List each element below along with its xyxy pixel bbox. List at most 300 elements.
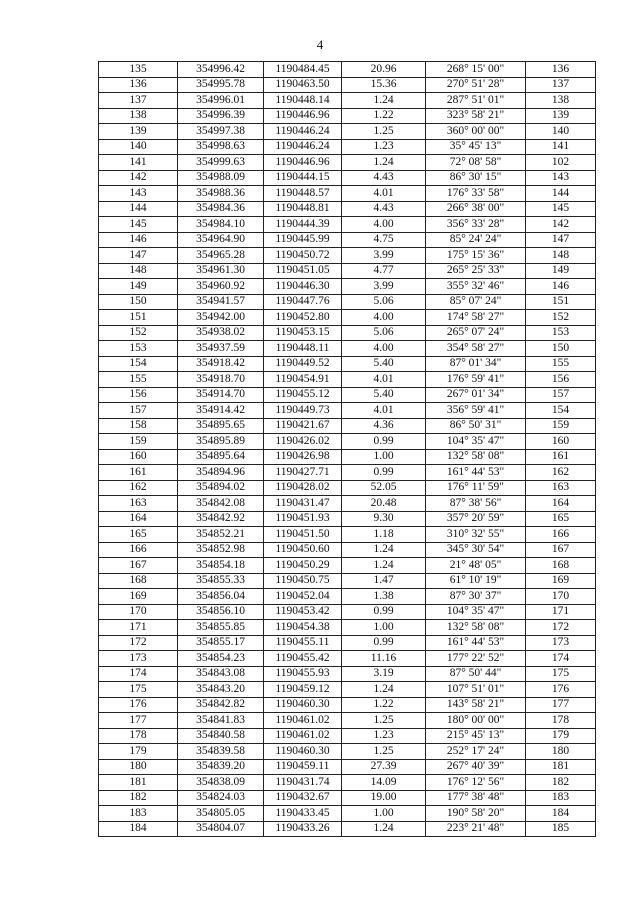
next-point-number-cell: 171	[526, 604, 596, 620]
y-coordinate-cell: 1190460.30	[264, 697, 342, 713]
table-row	[99, 93, 596, 109]
point-number-cell: 163	[99, 496, 178, 512]
next-point-number-cell: 138	[526, 93, 596, 109]
x-coordinate-cell: 354988.36	[178, 186, 264, 202]
bearing-cell: 107° 51' 01"	[426, 682, 526, 698]
table-row	[99, 527, 596, 543]
bearing-cell: 175° 15' 36"	[426, 248, 526, 264]
point-number-cell: 165	[99, 527, 178, 543]
point-number-cell: 138	[99, 108, 178, 124]
bearing-cell: 87° 38' 56"	[426, 496, 526, 512]
x-coordinate-cell: 354995.78	[178, 77, 264, 93]
table-row	[99, 108, 596, 124]
next-point-number-cell: 142	[526, 217, 596, 233]
x-coordinate-cell: 354843.20	[178, 682, 264, 698]
point-number-cell: 145	[99, 217, 178, 233]
x-coordinate-cell: 354840.58	[178, 728, 264, 744]
x-coordinate-cell: 354854.23	[178, 651, 264, 667]
next-point-number-cell: 183	[526, 790, 596, 806]
table-row	[99, 124, 596, 140]
y-coordinate-cell: 1190451.50	[264, 527, 342, 543]
y-coordinate-cell: 1190455.42	[264, 651, 342, 667]
bearing-cell: 287° 51' 01"	[426, 93, 526, 109]
point-number-cell: 175	[99, 682, 178, 698]
bearing-cell: 174° 58' 27"	[426, 310, 526, 326]
table-row	[99, 496, 596, 512]
table-row	[99, 542, 596, 558]
x-coordinate-cell: 354838.09	[178, 775, 264, 791]
x-coordinate-cell: 354998.63	[178, 139, 264, 155]
point-number-cell: 182	[99, 790, 178, 806]
point-number-cell: 167	[99, 558, 178, 574]
distance-cell: 1.24	[342, 155, 426, 171]
x-coordinate-cell: 354961.30	[178, 263, 264, 279]
x-coordinate-cell: 354942.00	[178, 310, 264, 326]
distance-cell: 1.24	[342, 821, 426, 837]
next-point-number-cell: 148	[526, 248, 596, 264]
bearing-cell: 87° 30' 37"	[426, 589, 526, 605]
y-coordinate-cell: 1190453.15	[264, 325, 342, 341]
page-number: 4	[316, 37, 324, 52]
x-coordinate-cell: 354895.65	[178, 418, 264, 434]
x-coordinate-cell: 354894.96	[178, 465, 264, 481]
y-coordinate-cell: 1190451.05	[264, 263, 342, 279]
point-number-cell: 146	[99, 232, 178, 248]
distance-cell: 19.00	[342, 790, 426, 806]
point-number-cell: 144	[99, 201, 178, 217]
x-coordinate-cell: 354855.17	[178, 635, 264, 651]
bearing-cell: 357° 20' 59"	[426, 511, 526, 527]
table-row	[99, 558, 596, 574]
bearing-cell: 104° 35' 47"	[426, 434, 526, 450]
distance-cell: 27.39	[342, 759, 426, 775]
table-row	[99, 263, 596, 279]
y-coordinate-cell: 1190445.99	[264, 232, 342, 248]
next-point-number-cell: 178	[526, 713, 596, 729]
table-row	[99, 201, 596, 217]
y-coordinate-cell: 1190454.91	[264, 372, 342, 388]
point-number-cell: 141	[99, 155, 178, 171]
next-point-number-cell: 157	[526, 387, 596, 403]
x-coordinate-cell: 354937.59	[178, 341, 264, 357]
distance-cell: 4.36	[342, 418, 426, 434]
y-coordinate-cell: 1190421.67	[264, 418, 342, 434]
distance-cell: 4.01	[342, 372, 426, 388]
bearing-cell: 132° 58' 08"	[426, 620, 526, 636]
next-point-number-cell: 173	[526, 635, 596, 651]
next-point-number-cell: 185	[526, 821, 596, 837]
table-row	[99, 790, 596, 806]
x-coordinate-cell: 354965.28	[178, 248, 264, 264]
x-coordinate-cell: 354842.92	[178, 511, 264, 527]
table-row	[99, 279, 596, 295]
bearing-cell: 176° 59' 41"	[426, 372, 526, 388]
next-point-number-cell: 143	[526, 170, 596, 186]
next-point-number-cell: 164	[526, 496, 596, 512]
bearing-cell: 360° 00' 00"	[426, 124, 526, 140]
bearing-cell: 190° 58' 20"	[426, 806, 526, 822]
y-coordinate-cell: 1190446.96	[264, 155, 342, 171]
distance-cell: 4.01	[342, 186, 426, 202]
distance-cell: 4.43	[342, 201, 426, 217]
y-coordinate-cell: 1190452.80	[264, 310, 342, 326]
x-coordinate-cell: 354984.36	[178, 201, 264, 217]
y-coordinate-cell: 1190427.71	[264, 465, 342, 481]
bearing-cell: 21° 48' 05"	[426, 558, 526, 574]
y-coordinate-cell: 1190461.02	[264, 713, 342, 729]
table-row	[99, 170, 596, 186]
point-number-cell: 136	[99, 77, 178, 93]
y-coordinate-cell: 1190450.29	[264, 558, 342, 574]
next-point-number-cell: 167	[526, 542, 596, 558]
next-point-number-cell: 182	[526, 775, 596, 791]
table-row	[99, 325, 596, 341]
x-coordinate-cell: 354894.02	[178, 480, 264, 496]
table-row	[99, 651, 596, 667]
table-row	[99, 620, 596, 636]
y-coordinate-cell: 1190451.93	[264, 511, 342, 527]
bearing-cell: 143° 58' 21"	[426, 697, 526, 713]
point-number-cell: 157	[99, 403, 178, 419]
table-row	[99, 310, 596, 326]
x-coordinate-cell: 354843.08	[178, 666, 264, 682]
x-coordinate-cell: 354855.33	[178, 573, 264, 589]
point-number-cell: 155	[99, 372, 178, 388]
point-number-cell: 154	[99, 356, 178, 372]
bearing-cell: 180° 00' 00"	[426, 713, 526, 729]
y-coordinate-cell: 1190444.39	[264, 217, 342, 233]
bearing-cell: 161° 44' 53"	[426, 465, 526, 481]
next-point-number-cell: 146	[526, 279, 596, 295]
point-number-cell: 135	[99, 62, 178, 78]
coordinates-table-body	[99, 62, 596, 837]
y-coordinate-cell: 1190453.42	[264, 604, 342, 620]
next-point-number-cell: 162	[526, 465, 596, 481]
table-row	[99, 248, 596, 264]
y-coordinate-cell: 1190455.93	[264, 666, 342, 682]
distance-cell: 5.06	[342, 325, 426, 341]
point-number-cell: 168	[99, 573, 178, 589]
bearing-cell: 177° 22' 52"	[426, 651, 526, 667]
x-coordinate-cell: 354804.07	[178, 821, 264, 837]
distance-cell: 0.99	[342, 434, 426, 450]
point-number-cell: 176	[99, 697, 178, 713]
x-coordinate-cell: 354999.63	[178, 155, 264, 171]
next-point-number-cell: 177	[526, 697, 596, 713]
point-number-cell: 143	[99, 186, 178, 202]
y-coordinate-cell: 1190446.24	[264, 139, 342, 155]
distance-cell: 1.00	[342, 806, 426, 822]
table-row	[99, 186, 596, 202]
distance-cell: 1.22	[342, 697, 426, 713]
distance-cell: 1.25	[342, 713, 426, 729]
y-coordinate-cell: 1190448.11	[264, 341, 342, 357]
table-row	[99, 387, 596, 403]
table-row	[99, 232, 596, 248]
point-number-cell: 174	[99, 666, 178, 682]
x-coordinate-cell: 354996.01	[178, 93, 264, 109]
next-point-number-cell: 165	[526, 511, 596, 527]
next-point-number-cell: 180	[526, 744, 596, 760]
distance-cell: 4.00	[342, 341, 426, 357]
distance-cell: 5.40	[342, 387, 426, 403]
distance-cell: 1.47	[342, 573, 426, 589]
point-number-cell: 150	[99, 294, 178, 310]
point-number-cell: 159	[99, 434, 178, 450]
table-row	[99, 341, 596, 357]
bearing-cell: 268° 15' 00"	[426, 62, 526, 78]
bearing-cell: 355° 32' 46"	[426, 279, 526, 295]
point-number-cell: 179	[99, 744, 178, 760]
next-point-number-cell: 139	[526, 108, 596, 124]
x-coordinate-cell: 354824.03	[178, 790, 264, 806]
point-number-cell: 173	[99, 651, 178, 667]
y-coordinate-cell: 1190454.38	[264, 620, 342, 636]
y-coordinate-cell: 1190426.98	[264, 449, 342, 465]
x-coordinate-cell: 354996.42	[178, 62, 264, 78]
point-number-cell: 169	[99, 589, 178, 605]
y-coordinate-cell: 1190426.02	[264, 434, 342, 450]
distance-cell: 0.99	[342, 604, 426, 620]
point-number-cell: 137	[99, 93, 178, 109]
bearing-cell: 85° 24' 24"	[426, 232, 526, 248]
x-coordinate-cell: 354842.08	[178, 496, 264, 512]
x-coordinate-cell: 354938.02	[178, 325, 264, 341]
next-point-number-cell: 150	[526, 341, 596, 357]
x-coordinate-cell: 354984.10	[178, 217, 264, 233]
y-coordinate-cell: 1190448.81	[264, 201, 342, 217]
x-coordinate-cell: 354960.92	[178, 279, 264, 295]
distance-cell: 11.16	[342, 651, 426, 667]
next-point-number-cell: 179	[526, 728, 596, 744]
next-point-number-cell: 140	[526, 124, 596, 140]
table-row	[99, 403, 596, 419]
y-coordinate-cell: 1190484.45	[264, 62, 342, 78]
point-number-cell: 170	[99, 604, 178, 620]
table-row	[99, 356, 596, 372]
distance-cell: 0.99	[342, 635, 426, 651]
x-coordinate-cell: 354839.58	[178, 744, 264, 760]
coordinates-table	[98, 61, 596, 837]
distance-cell: 3.19	[342, 666, 426, 682]
bearing-cell: 86° 30' 15"	[426, 170, 526, 186]
bearing-cell: 85° 07' 24"	[426, 294, 526, 310]
bearing-cell: 310° 32' 55"	[426, 527, 526, 543]
x-coordinate-cell: 354914.70	[178, 387, 264, 403]
point-number-cell: 153	[99, 341, 178, 357]
y-coordinate-cell: 1190450.72	[264, 248, 342, 264]
distance-cell: 14.09	[342, 775, 426, 791]
distance-cell: 15.36	[342, 77, 426, 93]
y-coordinate-cell: 1190450.75	[264, 573, 342, 589]
table-row	[99, 682, 596, 698]
y-coordinate-cell: 1190450.60	[264, 542, 342, 558]
bearing-cell: 161° 44' 53"	[426, 635, 526, 651]
next-point-number-cell: 102	[526, 155, 596, 171]
point-number-cell: 172	[99, 635, 178, 651]
distance-cell: 1.24	[342, 558, 426, 574]
next-point-number-cell: 152	[526, 310, 596, 326]
next-point-number-cell: 161	[526, 449, 596, 465]
x-coordinate-cell: 354856.10	[178, 604, 264, 620]
x-coordinate-cell: 354852.98	[178, 542, 264, 558]
next-point-number-cell: 184	[526, 806, 596, 822]
table-row	[99, 713, 596, 729]
y-coordinate-cell: 1190455.11	[264, 635, 342, 651]
table-row	[99, 62, 596, 78]
distance-cell: 1.23	[342, 728, 426, 744]
table-row	[99, 821, 596, 837]
bearing-cell: 87° 01' 34"	[426, 356, 526, 372]
bearing-cell: 176° 11' 59"	[426, 480, 526, 496]
bearing-cell: 176° 12' 56"	[426, 775, 526, 791]
bearing-cell: 86° 50' 31"	[426, 418, 526, 434]
distance-cell: 1.24	[342, 542, 426, 558]
bearing-cell: 223° 21' 48"	[426, 821, 526, 837]
next-point-number-cell: 154	[526, 403, 596, 419]
y-coordinate-cell: 1190444.15	[264, 170, 342, 186]
distance-cell: 9.30	[342, 511, 426, 527]
bearing-cell: 265° 07' 24"	[426, 325, 526, 341]
y-coordinate-cell: 1190460.30	[264, 744, 342, 760]
bearing-cell: 265° 25' 33"	[426, 263, 526, 279]
point-number-cell: 162	[99, 480, 178, 496]
point-number-cell: 152	[99, 325, 178, 341]
point-number-cell: 148	[99, 263, 178, 279]
next-point-number-cell: 181	[526, 759, 596, 775]
y-coordinate-cell: 1190446.24	[264, 124, 342, 140]
x-coordinate-cell: 354805.05	[178, 806, 264, 822]
bearing-cell: 215° 45' 13"	[426, 728, 526, 744]
table-row	[99, 155, 596, 171]
table-row	[99, 775, 596, 791]
table-row	[99, 465, 596, 481]
next-point-number-cell: 163	[526, 480, 596, 496]
y-coordinate-cell: 1190432.67	[264, 790, 342, 806]
bearing-cell: 354° 58' 27"	[426, 341, 526, 357]
next-point-number-cell: 174	[526, 651, 596, 667]
y-coordinate-cell: 1190447.76	[264, 294, 342, 310]
next-point-number-cell: 141	[526, 139, 596, 155]
table-row	[99, 77, 596, 93]
x-coordinate-cell: 354997.38	[178, 124, 264, 140]
y-coordinate-cell: 1190433.26	[264, 821, 342, 837]
table-row	[99, 294, 596, 310]
table-row	[99, 666, 596, 682]
next-point-number-cell: 169	[526, 573, 596, 589]
table-row	[99, 744, 596, 760]
x-coordinate-cell: 354852.21	[178, 527, 264, 543]
table-row	[99, 418, 596, 434]
point-number-cell: 166	[99, 542, 178, 558]
x-coordinate-cell: 354988.09	[178, 170, 264, 186]
point-number-cell: 171	[99, 620, 178, 636]
point-number-cell: 184	[99, 821, 178, 837]
next-point-number-cell: 156	[526, 372, 596, 388]
x-coordinate-cell: 354996.39	[178, 108, 264, 124]
bearing-cell: 104° 35' 47"	[426, 604, 526, 620]
table-row	[99, 480, 596, 496]
bearing-cell: 177° 38' 48"	[426, 790, 526, 806]
y-coordinate-cell: 1190452.04	[264, 589, 342, 605]
y-coordinate-cell: 1190446.96	[264, 108, 342, 124]
y-coordinate-cell: 1190428.02	[264, 480, 342, 496]
next-point-number-cell: 149	[526, 263, 596, 279]
distance-cell: 1.24	[342, 682, 426, 698]
bearing-cell: 35° 45' 13"	[426, 139, 526, 155]
next-point-number-cell: 168	[526, 558, 596, 574]
next-point-number-cell: 170	[526, 589, 596, 605]
x-coordinate-cell: 354918.42	[178, 356, 264, 372]
next-point-number-cell: 145	[526, 201, 596, 217]
x-coordinate-cell: 354895.89	[178, 434, 264, 450]
distance-cell: 5.06	[342, 294, 426, 310]
distance-cell: 5.40	[342, 356, 426, 372]
point-number-cell: 183	[99, 806, 178, 822]
point-number-cell: 161	[99, 465, 178, 481]
y-coordinate-cell: 1190448.14	[264, 93, 342, 109]
distance-cell: 4.75	[342, 232, 426, 248]
point-number-cell: 181	[99, 775, 178, 791]
distance-cell: 3.99	[342, 248, 426, 264]
point-number-cell: 139	[99, 124, 178, 140]
bearing-cell: 270° 51' 28"	[426, 77, 526, 93]
table-row	[99, 139, 596, 155]
table-row	[99, 511, 596, 527]
bearing-cell: 61° 10' 19"	[426, 573, 526, 589]
point-number-cell: 140	[99, 139, 178, 155]
point-number-cell: 142	[99, 170, 178, 186]
y-coordinate-cell: 1190459.11	[264, 759, 342, 775]
point-number-cell: 158	[99, 418, 178, 434]
distance-cell: 20.96	[342, 62, 426, 78]
next-point-number-cell: 147	[526, 232, 596, 248]
x-coordinate-cell: 354895.64	[178, 449, 264, 465]
point-number-cell: 160	[99, 449, 178, 465]
y-coordinate-cell: 1190448.57	[264, 186, 342, 202]
bearing-cell: 266° 38' 00"	[426, 201, 526, 217]
distance-cell: 1.00	[342, 449, 426, 465]
table-row	[99, 635, 596, 651]
distance-cell: 4.00	[342, 310, 426, 326]
y-coordinate-cell: 1190431.74	[264, 775, 342, 791]
point-number-cell: 151	[99, 310, 178, 326]
table-row	[99, 217, 596, 233]
x-coordinate-cell: 354855.85	[178, 620, 264, 636]
y-coordinate-cell: 1190446.30	[264, 279, 342, 295]
bearing-cell: 87° 50' 44"	[426, 666, 526, 682]
y-coordinate-cell: 1190449.73	[264, 403, 342, 419]
x-coordinate-cell: 354839.20	[178, 759, 264, 775]
next-point-number-cell: 176	[526, 682, 596, 698]
table-row	[99, 728, 596, 744]
next-point-number-cell: 137	[526, 77, 596, 93]
bearing-cell: 323° 58' 21"	[426, 108, 526, 124]
next-point-number-cell: 175	[526, 666, 596, 682]
point-number-cell: 147	[99, 248, 178, 264]
distance-cell: 3.99	[342, 279, 426, 295]
next-point-number-cell: 159	[526, 418, 596, 434]
bearing-cell: 356° 59' 41"	[426, 403, 526, 419]
point-number-cell: 156	[99, 387, 178, 403]
y-coordinate-cell: 1190449.52	[264, 356, 342, 372]
y-coordinate-cell: 1190455.12	[264, 387, 342, 403]
next-point-number-cell: 172	[526, 620, 596, 636]
point-number-cell: 164	[99, 511, 178, 527]
y-coordinate-cell: 1190463.50	[264, 77, 342, 93]
table-row	[99, 449, 596, 465]
distance-cell: 1.22	[342, 108, 426, 124]
